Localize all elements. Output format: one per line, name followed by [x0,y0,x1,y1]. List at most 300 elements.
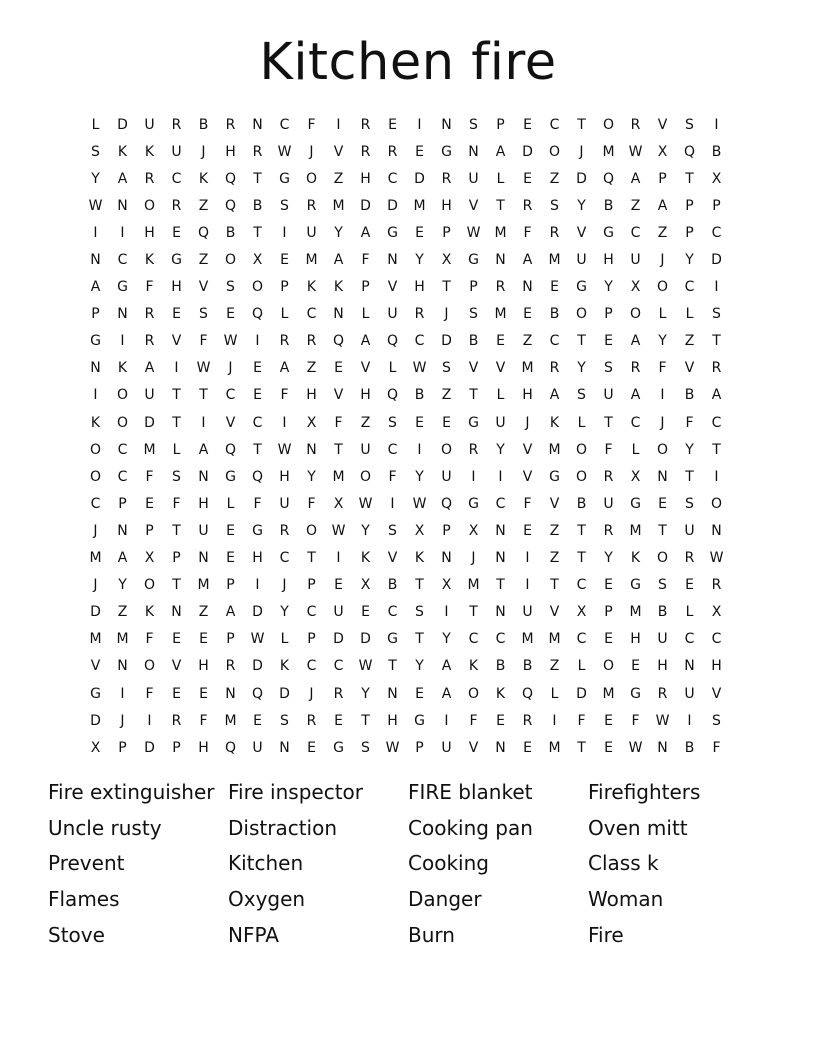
grid-letter: O [575,441,588,458]
grid-letter: I [714,468,719,485]
grid-letter: F [199,333,208,350]
grid-letter: R [171,712,182,729]
grid-letter: C [252,414,263,431]
grid-letter: C [387,170,398,187]
grid-letter: W [709,550,724,567]
grid-letter: G [333,739,344,756]
grid-letter: K [360,550,371,567]
grid-letter: I [444,712,449,729]
grid-letter: R [171,116,182,133]
grid-letter: N [198,550,209,567]
grid-letter: I [552,712,557,729]
grid-letter: C [306,658,317,675]
grid-letter: K [198,170,209,187]
grid-letter: W [358,658,373,675]
grid-letter: I [93,224,98,241]
grid-letter: M [89,550,102,567]
grid-letter: G [468,252,479,269]
grid-letter: O [305,522,318,539]
grid-letter: I [714,116,719,133]
grid-letter: C [117,468,128,485]
grid-letter: W [385,739,400,756]
grid-letter: X [711,170,722,187]
word-list-item: Woman [588,887,664,912]
grid-letter: Z [549,522,560,539]
grid-letter: H [144,224,155,241]
grid-letter: O [710,495,723,512]
grid-letter: B [684,739,695,756]
grid-letter: R [306,333,317,350]
grid-letter: R [495,279,506,296]
grid-letter: S [604,360,613,377]
grid-letter: E [226,550,235,567]
grid-letter: X [414,522,425,539]
grid-letter: R [468,441,479,458]
grid-letter: Z [549,658,560,675]
grid-letter: G [225,468,236,485]
grid-letter: Z [522,333,533,350]
grid-letter: U [603,387,614,404]
grid-letter: A [630,387,641,404]
grid-letter: J [309,685,314,702]
grid-letter: I [120,224,125,241]
grid-letter: N [252,116,263,133]
grid-letter: C [333,658,344,675]
grid-letter: Z [306,360,317,377]
grid-letter: P [307,631,316,648]
grid-letter: P [226,631,235,648]
grid-letter: R [549,360,560,377]
grid-letter: E [523,522,532,539]
grid-letter: C [576,631,587,648]
grid-letter: J [93,577,98,594]
grid-letter: M [548,631,561,648]
grid-letter: T [550,577,559,594]
grid-letter: Z [333,170,344,187]
grid-letter: E [523,739,532,756]
grid-letter: T [496,577,505,594]
grid-letter: E [496,712,505,729]
grid-letter: W [412,495,427,512]
grid-letter: E [253,387,262,404]
grid-letter: U [630,252,641,269]
grid-letter: D [252,658,263,675]
grid-letter: H [171,279,182,296]
grid-letter: H [198,658,209,675]
grid-letter: V [711,685,722,702]
grid-letter: R [603,468,614,485]
grid-letter: E [604,577,613,594]
grid-letter: A [117,550,128,567]
grid-letter: S [91,143,100,160]
grid-letter: N [657,468,668,485]
grid-letter: Q [440,495,453,512]
grid-letter: A [360,333,371,350]
grid-letter: I [525,550,530,567]
grid-letter: A [333,252,344,269]
grid-letter: D [333,631,344,648]
grid-letter: A [117,170,128,187]
grid-letter: S [685,116,694,133]
grid-letter: N [387,685,398,702]
grid-letter: S [658,577,667,594]
grid-letter: W [331,522,346,539]
grid-letter: Z [360,414,371,431]
grid-letter: V [657,116,668,133]
grid-letter: O [656,441,669,458]
grid-letter: Y [442,631,451,648]
grid-letter: E [604,631,613,648]
grid-letter: D [360,197,371,214]
grid-letter: M [548,739,561,756]
grid-letter: C [306,604,317,621]
grid-letter: H [711,658,722,675]
grid-letter: X [360,577,371,594]
grid-letter: Q [386,387,399,404]
grid-letter: E [253,712,262,729]
grid-letter: I [201,414,206,431]
grid-letter: V [495,360,506,377]
grid-letter: R [387,143,398,160]
grid-letter: Y [280,604,289,621]
grid-letter: D [90,604,101,621]
grid-letter: Y [685,441,694,458]
grid-letter: E [415,143,424,160]
grid-letter: D [90,712,101,729]
grid-letter: L [280,306,289,323]
grid-letter: R [711,577,722,594]
grid-letter: R [144,170,155,187]
grid-letter: N [495,252,506,269]
grid-letter: N [225,685,236,702]
grid-letter: K [144,143,155,160]
grid-letter: B [522,658,533,675]
grid-letter: N [657,739,668,756]
grid-letter: E [172,631,181,648]
grid-letter: R [225,116,236,133]
grid-letter: S [469,116,478,133]
grid-letter: C [468,631,479,648]
grid-letter: B [684,387,695,404]
grid-letter: J [228,360,233,377]
grid-letter: Z [117,604,128,621]
grid-letter: Z [198,604,209,621]
grid-letter: T [712,333,721,350]
grid-letter: L [685,306,694,323]
grid-letter: P [118,495,127,512]
grid-letter: A [711,387,722,404]
grid-letter: K [333,279,344,296]
grid-letter: C [306,306,317,323]
grid-letter: R [657,685,668,702]
grid-letter: M [602,685,615,702]
grid-letter: D [576,170,587,187]
grid-letter: G [90,685,101,702]
grid-letter: O [89,441,102,458]
grid-letter: N [387,252,398,269]
grid-letter: M [332,197,345,214]
grid-letter: K [279,658,290,675]
grid-letter: T [172,577,181,594]
grid-letter: Y [334,224,343,241]
grid-letter: F [604,441,613,458]
grid-letter: F [199,712,208,729]
grid-letter: B [549,306,560,323]
word-list-item: Oven mitt [588,815,688,840]
grid-letter: Q [602,170,615,187]
grid-letter: M [494,224,507,241]
grid-letter: E [334,577,343,594]
grid-letter: Y [604,279,613,296]
grid-letter: W [277,143,292,160]
grid-letter: I [660,387,665,404]
grid-letter: R [360,116,371,133]
grid-letter: U [198,522,209,539]
grid-letter: P [604,604,613,621]
grid-letter: E [685,577,694,594]
grid-letter: L [91,116,100,133]
grid-letter: B [603,197,614,214]
word-list-item: NFPA [228,922,279,947]
grid-letter: T [469,387,478,404]
grid-letter: F [172,495,181,512]
grid-letter: V [468,360,479,377]
grid-letter: Y [415,468,424,485]
grid-letter: P [685,197,694,214]
grid-letter: Q [251,306,264,323]
grid-letter: G [630,685,641,702]
grid-letter: L [226,495,235,512]
word-list-item: Firefighters [588,780,701,804]
grid-letter: K [468,658,479,675]
grid-letter: T [415,577,424,594]
grid-letter: E [172,306,181,323]
grid-letter: G [630,577,641,594]
grid-letter: R [684,550,695,567]
word-list-item: Cooking [408,851,489,876]
grid-letter: W [655,712,670,729]
grid-letter: I [120,685,125,702]
grid-letter: A [279,360,290,377]
grid-letter: J [525,414,530,431]
grid-letter: R [603,522,614,539]
word-list-item: FIRE blanket [408,780,533,804]
grid-letter: J [660,414,665,431]
grid-letter: V [225,414,236,431]
grid-letter: E [199,685,208,702]
grid-letter: H [306,387,317,404]
grid-letter: O [602,658,615,675]
grid-letter: I [147,712,152,729]
grid-letter: T [388,658,397,675]
grid-letter: D [711,252,722,269]
grid-letter: N [198,468,209,485]
grid-letter: U [441,468,452,485]
grid-letter: P [172,550,181,567]
grid-letter: G [90,333,101,350]
word-list-item: Prevent [48,851,125,876]
grid-letter: J [120,712,125,729]
grid-letter: P [712,197,721,214]
grid-letter: C [495,495,506,512]
word-list-item: Fire extinguisher [48,780,215,804]
grid-letter: N [495,550,506,567]
grid-letter: K [549,414,560,431]
grid-letter: Q [386,333,399,350]
word-list-item: Danger [408,887,482,912]
grid-letter: E [523,306,532,323]
word-list-item: Class k [588,851,659,876]
grid-letter: J [579,143,584,160]
grid-letter: Y [118,577,127,594]
grid-letter: H [441,197,452,214]
grid-letter: F [145,631,154,648]
page-title: Kitchen fire [259,33,557,92]
grid-letter: Y [604,550,613,567]
grid-letter: F [307,495,316,512]
grid-letter: M [629,522,642,539]
grid-letter: M [224,712,237,729]
grid-letter: X [630,279,641,296]
grid-letter: B [468,333,479,350]
grid-letter: C [576,577,587,594]
grid-letter: V [171,658,182,675]
grid-letter: G [441,143,452,160]
grid-letter: E [415,414,424,431]
grid-letter: C [711,414,722,431]
grid-letter: E [172,685,181,702]
grid-letter: L [550,685,559,702]
grid-letter: R [711,360,722,377]
grid-letter: N [333,306,344,323]
grid-letter: L [496,170,505,187]
grid-letter: R [252,143,263,160]
grid-letter: Y [307,468,316,485]
grid-letter: T [253,224,262,241]
grid-letter: O [656,550,669,567]
grid-letter: O [143,658,156,675]
grid-letter: T [604,414,613,431]
grid-letter: J [201,143,206,160]
grid-letter: Q [251,685,264,702]
grid-letter: P [442,522,451,539]
grid-letter: Q [683,143,696,160]
grid-letter: U [657,631,668,648]
grid-letter: X [144,550,155,567]
grid-letter: C [630,224,641,241]
grid-letter: T [307,550,316,567]
grid-letter: C [549,116,560,133]
grid-letter: O [575,306,588,323]
grid-letter: U [144,387,155,404]
grid-letter: O [575,468,588,485]
grid-letter: Y [361,685,370,702]
grid-letter: R [144,333,155,350]
grid-letter: E [199,631,208,648]
grid-letter: O [143,197,156,214]
grid-letter: I [93,387,98,404]
grid-letter: V [549,495,560,512]
grid-letter: R [144,306,155,323]
grid-letter: S [280,197,289,214]
grid-letter: E [550,279,559,296]
grid-letter: S [442,360,451,377]
grid-letter: E [631,658,640,675]
grid-letter: U [306,224,317,241]
grid-letter: W [412,360,427,377]
grid-letter: O [548,143,561,160]
grid-letter: M [116,631,129,648]
grid-letter: U [171,143,182,160]
grid-letter: V [387,279,398,296]
grid-letter: P [496,116,505,133]
grid-letter: N [711,522,722,539]
grid-letter: N [306,441,317,458]
grid-letter: R [522,197,533,214]
grid-letter: O [602,116,615,133]
grid-letter: L [631,441,640,458]
grid-letter: G [414,712,425,729]
word-list-item: Fire [588,922,624,947]
grid-letter: U [603,495,614,512]
grid-letter: U [684,522,695,539]
grid-letter: D [144,414,155,431]
grid-letter: L [496,387,505,404]
grid-letter: J [660,252,665,269]
grid-letter: T [685,468,694,485]
grid-letter: V [333,143,344,160]
grid-letter: V [360,360,371,377]
grid-letter: Y [361,522,370,539]
grid-letter: C [711,224,722,241]
grid-letter: P [118,739,127,756]
grid-letter: W [223,333,238,350]
grid-letter: Z [657,224,668,241]
grid-letter: O [629,306,642,323]
grid-letter: I [390,495,395,512]
grid-letter: C [387,604,398,621]
grid-letter: Z [630,197,641,214]
grid-letter: U [441,739,452,756]
grid-letter: B [495,658,506,675]
grid-letter: P [91,306,100,323]
grid-letter: L [280,631,289,648]
grid-letter: F [253,495,262,512]
grid-letter: T [172,387,181,404]
grid-letter: N [117,306,128,323]
grid-letter: U [279,495,290,512]
grid-letter: J [93,522,98,539]
grid-letter: Y [415,658,424,675]
grid-letter: S [415,604,424,621]
grid-letter: T [361,712,370,729]
grid-letter: K [495,685,506,702]
grid-letter: S [226,279,235,296]
grid-letter: I [714,279,719,296]
grid-letter: C [684,631,695,648]
grid-letter: V [522,441,533,458]
grid-letter: M [494,306,507,323]
grid-letter: A [198,441,209,458]
word-list-item: Oxygen [228,887,306,912]
grid-letter: S [280,712,289,729]
grid-letter: Q [197,224,210,241]
grid-letter: K [117,360,128,377]
grid-letter: D [252,604,263,621]
grid-letter: I [282,224,287,241]
grid-letter: E [604,739,613,756]
grid-letter: E [415,685,424,702]
